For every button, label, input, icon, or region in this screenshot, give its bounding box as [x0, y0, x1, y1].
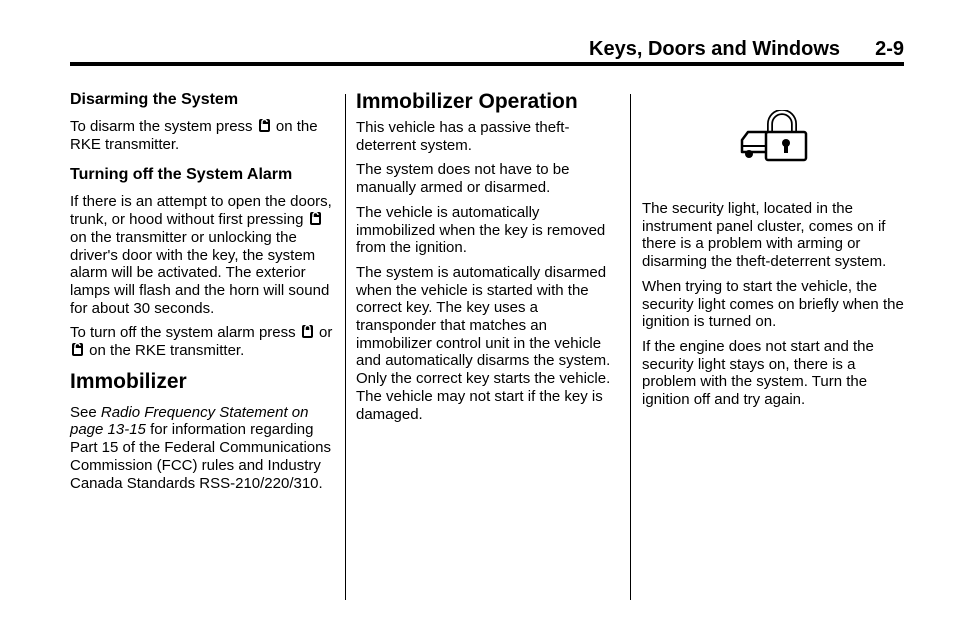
disarming-heading: Disarming the System [70, 91, 239, 108]
page-number: 2-9 [875, 38, 904, 60]
immobilizer-operation-heading: Immobilizer Operation [356, 90, 578, 113]
column-left [70, 90, 336, 499]
unlock-icon [309, 211, 322, 226]
operation-paragraph-4: The system is automatically disarmed when the vehicle is started with the correct key. The key uses a transponder that matches an immobilizer control unit in the vehicle and automatically disarms the system. Only the correct key starts the vehicle. The vehicle may not start if the key is damaged. [356, 263, 611, 423]
alarm-heading: Turning off the System Alarm [70, 166, 293, 184]
column-middle [356, 90, 620, 430]
column-divider [630, 94, 631, 600]
unlock-icon [258, 118, 271, 133]
cross-reference-link[interactable]: Radio Frequency Statement on page 13-15 [70, 403, 309, 439]
column-divider [345, 94, 346, 600]
alarm-paragraph: If there is an attempt to open the doors, trunk, or hood without first pressing on the transmitter or unlocking the driver's door with the key, the system alarm will be activated. The exterior lamps will flash and the horn will sound for about 30 seconds. [70, 193, 332, 317]
security-light-icon [736, 110, 810, 164]
operation-paragraph-3: The vehicle is automatically immobilized when the key is removed from the ignition. [356, 203, 606, 257]
lock-icon [301, 324, 314, 339]
security-light-paragraph-3: If the engine does not start and the security light stays on, there is a problem with the system. Turn the ignition off and try again. [642, 337, 874, 409]
page-header [70, 38, 904, 60]
security-light-paragraph-2: When trying to start the vehicle, the security light comes on briefly when the ignition is turned on. [642, 277, 904, 331]
immobilizer-paragraph: See Radio Frequency Statement on page 13-15 for information regarding Part 15 of the Federal Communications Commission (FCC) rules and Industry Canada Standards RSS-210/220/310. [70, 403, 331, 492]
section-title: Keys, Doors and Windows [589, 38, 840, 60]
operation-paragraph-1: This vehicle has a passive theft-deterrent system. [356, 119, 570, 154]
security-light-paragraph-1: The security light, located in the instrument panel cluster, comes on if there is a problem with arming or disarming the theft-deterrent system. [642, 200, 887, 271]
unlock-icon [71, 342, 84, 357]
immobilizer-heading: Immobilizer [70, 369, 187, 393]
column-right [642, 90, 904, 416]
header-rule [70, 62, 904, 66]
disarming-paragraph: To disarm the system press on the RKE transmitter. [70, 118, 318, 153]
operation-paragraph-2: The system does not have to be manually armed or disarmed. [356, 161, 570, 197]
alarm-off-paragraph: To turn off the system alarm press or on the RKE transmitter. [70, 324, 333, 360]
